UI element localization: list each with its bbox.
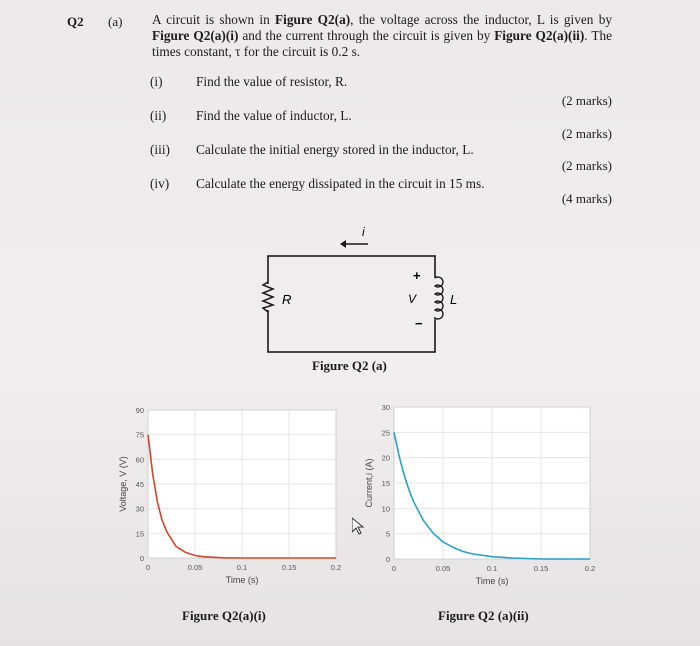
y-tick-label: 5 [385, 529, 390, 539]
subquestion-text: Calculate the initial energy stored in the inductor, L. [196, 142, 474, 157]
figure-ref: Figure Q2(a) [275, 12, 351, 27]
question-number: Q2 [67, 14, 84, 29]
y-tick-label: 15 [135, 529, 144, 539]
intro-text: and the current through the circuit is given by [238, 28, 495, 43]
subquestion-number: (iv) [150, 176, 170, 191]
marks: (2 marks) [561, 126, 612, 141]
marks: (2 marks) [561, 158, 612, 173]
cursor-icon [352, 518, 363, 534]
intro-text: . The times constant, τ for the circuit is 0.2 s. [152, 28, 612, 59]
y-tick-label: 15 [381, 479, 390, 488]
figure-ref: Figure Q2(a)(ii) [494, 28, 585, 43]
subquestion-text: Find the value of inductor, L. [196, 108, 352, 123]
y-axis-label: Current,i (A) [364, 458, 374, 508]
x-tick-label: 0.1 [486, 564, 498, 573]
y-tick-label: 10 [381, 504, 390, 514]
voltage-label: V [408, 292, 417, 306]
y-tick-label: 45 [135, 480, 144, 489]
x-tick-label: 0.15 [281, 563, 297, 572]
y-axis-label: Voltage, V (V) [118, 456, 128, 512]
intro-text: A circuit is shown in [152, 12, 275, 27]
x-tick-label: 0.2 [584, 564, 596, 573]
marks: (2 marks) [561, 93, 612, 108]
x-tick-label: 0.05 [435, 564, 451, 573]
figure-caption-voltage: Figure Q2(a)(i) [182, 608, 266, 623]
y-tick-label: 30 [135, 504, 144, 514]
x-axis-label: Time (s) [475, 576, 509, 586]
plus-sign: + [413, 268, 421, 283]
x-tick-label: 0 [145, 563, 151, 572]
figure-ref: Figure Q2(a)(i) [152, 28, 239, 43]
subquestion-number: (iii) [150, 142, 170, 157]
current-label: i [362, 225, 365, 239]
y-tick-label: 20 [381, 453, 390, 463]
y-tick-label: 30 [381, 403, 390, 412]
subquestion-text: Find the value of resistor, R. [196, 74, 348, 89]
minus-sign: − [415, 316, 423, 331]
x-tick-label: 0 [391, 564, 397, 573]
x-tick-label: 0.1 [236, 563, 248, 572]
chart-voltage [106, 396, 352, 596]
y-tick-label: 90 [135, 406, 144, 415]
marks: (4 marks) [561, 191, 612, 206]
question-part: (a) [108, 14, 123, 29]
resistor-label: R [282, 292, 292, 307]
x-tick-label: 0.2 [330, 563, 342, 572]
x-axis-label: Time (s) [225, 575, 259, 585]
y-tick-label: 0 [385, 555, 390, 564]
figure-caption-current: Figure Q2 (a)(ii) [438, 608, 529, 623]
subquestion-number: (ii) [150, 108, 167, 123]
y-tick-label: 60 [135, 455, 144, 465]
chart-current [352, 393, 602, 596]
figure-caption-circuit: Figure Q2 (a) [312, 358, 387, 373]
intro-text: , the voltage across the inductor, L is given by [350, 12, 612, 27]
y-tick-label: 25 [381, 428, 390, 438]
subquestion-number: (i) [150, 74, 163, 89]
question-intro [152, 12, 612, 60]
x-tick-label: 0.05 [187, 563, 203, 572]
y-tick-label: 75 [135, 430, 144, 440]
x-tick-label: 0.15 [533, 564, 549, 573]
inductor-label: L [450, 292, 458, 307]
current-arrow-head [340, 240, 346, 248]
subquestion-text: Calculate the energy dissipated in the circuit in 15 ms. [196, 176, 485, 191]
y-tick-label: 0 [139, 554, 144, 563]
